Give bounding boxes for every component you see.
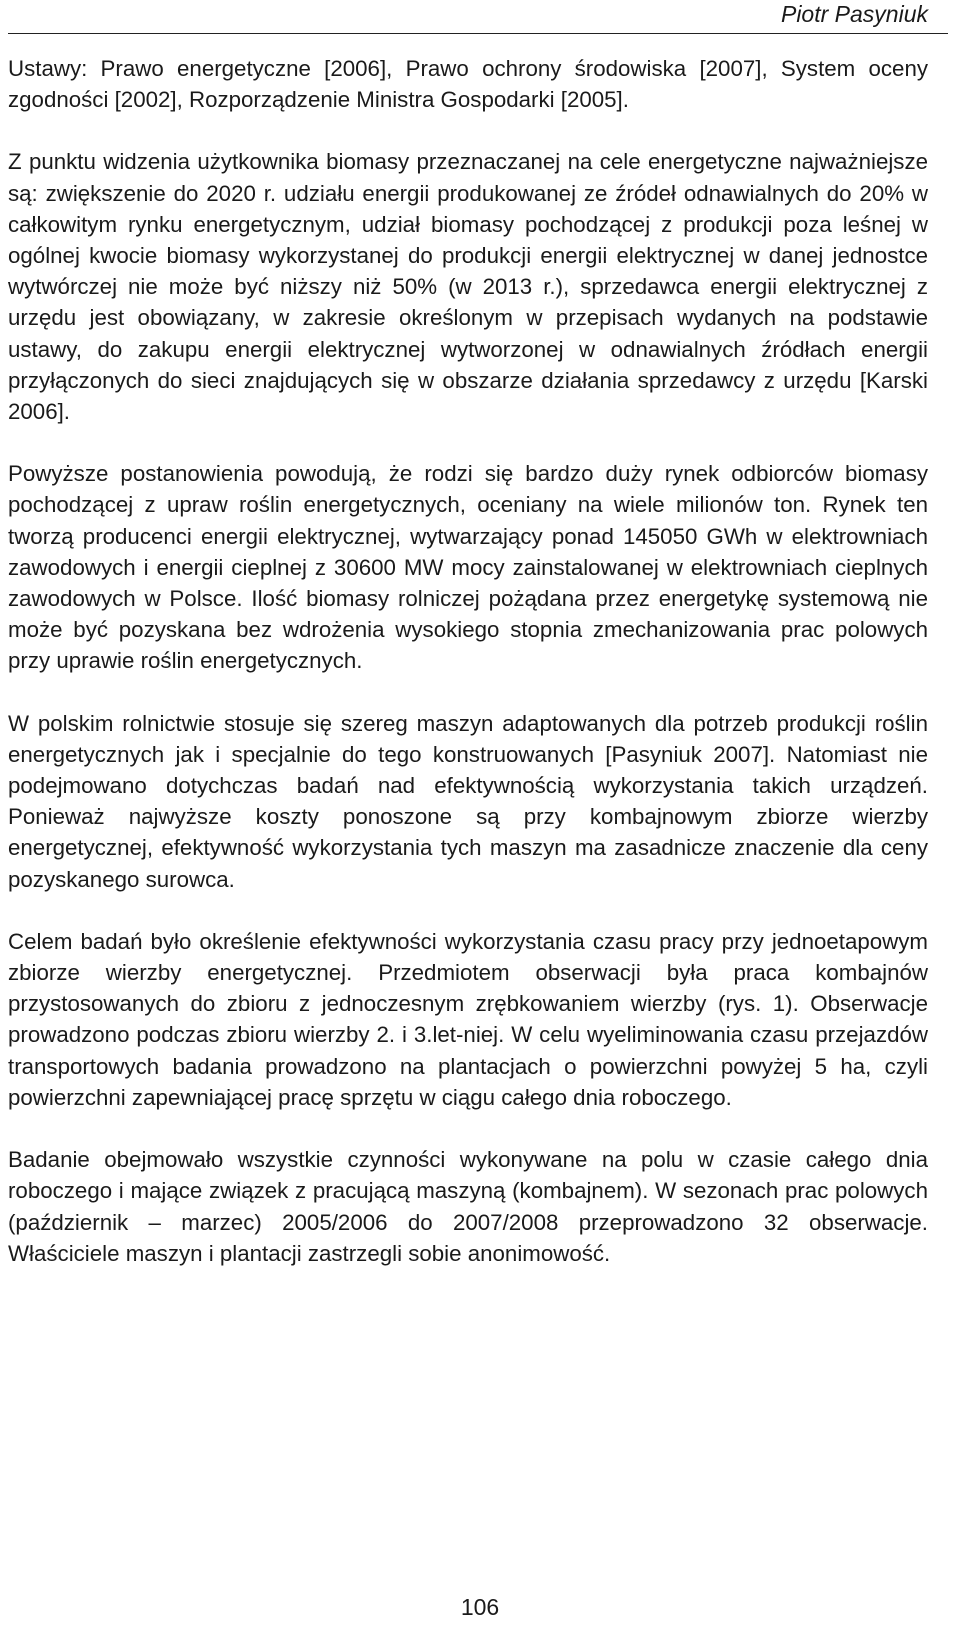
page-number: 106 bbox=[460, 1594, 500, 1620]
header-author: Piotr Pasyniuk bbox=[780, 1, 928, 27]
paragraph: Ustawy: Prawo energetyczne [2006], Prawo ochrony środowiska [2007], System oceny zgodności [2002], Rozporządzenie Ministra Gospodarki [2005]. bbox=[8, 56, 928, 113]
paragraph: W polskim rolnictwie stosuje się szereg maszyn adaptowanych dla potrzeb produkcji roślin energetycznych jak i specjalnie do tego konstruowanych [Pasyniuk 2007]. Natomiast nie podejmowano dotychczas badań nad efektywnością wykorzystania takich urządzeń. Ponieważ najwyższe koszty ponoszone są przy kombajnowym zbiorze wierzby energetycznej, efektywność wykorzystania tych maszyn ma zasadnicze znaczenie dla ceny pozyskanego surowca. bbox=[8, 710, 928, 892]
paragraph: Badanie obejmowało wszystkie czynności wykonywane na polu w czasie całego dnia roboczego i mające związek z pracującą maszyną (kombajnem). W sezonach prac polowych (październik – marzec) 2005/2006 do 2007/2008 przeprowadzono 32 obserwacje. Właściciele maszyn i plantacji zastrzegli sobie anonimowość. bbox=[8, 1147, 928, 1266]
paragraph: Powyższe postanowienia powodują, że rodzi się bardzo duży rynek odbiorców biomasy pochodzącej z upraw roślin energetycznych, oceniany na wiele milionów ton. Rynek ten tworzą producenci energii elektrycznej, wytwarzający ponad 145050 GWh w elektrowniach zawodowych i energii cieplnej z 30600 MW mocy zainstalowanej w elektrowniach cieplnych zawodowych w Polsce. Ilość biomasy rolniczej pożądana przez energetykę systemową nie może być pozyskana bez wdrożenia wysokiego stopnia zmechanizowania prac polowych przy uprawie roślin energetycznych. bbox=[8, 461, 928, 674]
paragraph: Z punktu widzenia użytkownika biomasy przeznaczanej na cele energetyczne najważniejsze są: zwiększenie do 2020 r. udziału energii produkowanej ze źródeł odnawialnych do 20% w całkowitym rynku energetycznym, udział biomasy pochodzącej z produkcji poza leśnej w ogólnej kwocie biomasy wykorzystanej do produkcji energii elektrycznej w danej jednostce wytwórczej nie może być niższy niż 50% (w 2013 r.), sprzedawca energii elektrycznej z urzędu jest obowiązany, w zakresie określonym w przepisach wydanych na podstawie ustawy, do zakupu energii elektrycznej wytworzonej w odnawialnych źródłach energii przyłączonych do sieci znajdujących się w obszarze działania sprzedawcy z urzędu [Karski 2006]. bbox=[8, 149, 928, 425]
running-header bbox=[8, 0, 948, 34]
body-text bbox=[8, 53, 928, 1300]
paragraph: Celem badań było określenie efektywności wykorzystania czasu pracy przy jednoetapowym zbiorze wierzby energetycznej. Przedmiotem obserwacji była praca kombajnów przystosowanych do zbioru z jednoczesnym zrębkowaniem wierzby (rys. 1). Obserwacje prowadzono podczas zbioru wierzby 2. i 3.let-niej. W celu wyeliminowania czasu przejazdów transportowych badania prowadzono na plantacjach o powierzchni powyżej 5 ha, czyli powierzchni zapewniającej pracę sprzętu w ciągu całego dnia roboczego. bbox=[8, 928, 928, 1110]
